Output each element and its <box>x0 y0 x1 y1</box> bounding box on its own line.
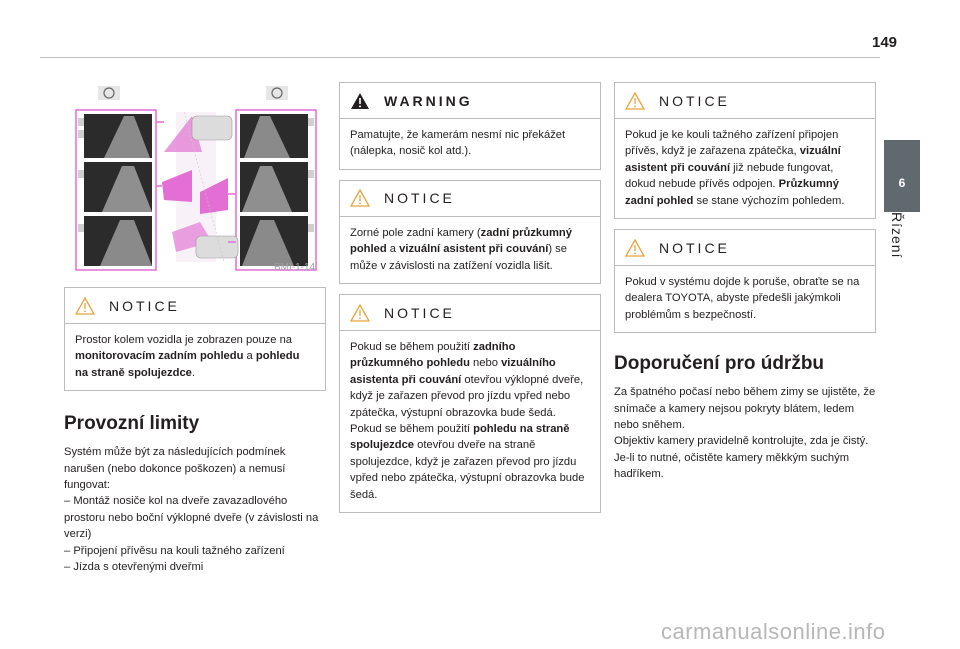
caution-triangle-icon <box>350 189 370 207</box>
warning-title: WARNING <box>384 92 473 109</box>
figure-watermark: BMI-1-14 <box>274 262 316 273</box>
footer-watermark: carmanualsonline.info <box>661 619 886 644</box>
caution-triangle-icon <box>625 239 645 257</box>
notice-box-malfunction <box>614 229 876 333</box>
notice-box-left <box>64 287 326 391</box>
notice-header <box>615 230 875 266</box>
warning-header <box>340 83 600 119</box>
notice-title: NOTICE <box>384 190 455 207</box>
notice-text: Pokud je ke kouli tažného zařízení připojen přívěs, když je zařazena zpátečka, vizuální asistent při couvání již nebude fungovat, dokud nebude přívěs odpojen. Průzkumný zadní pohled se stane výchozím pohledem. <box>625 129 845 207</box>
notice-box-camera-field <box>339 180 601 284</box>
camera-views-illustration <box>64 82 326 277</box>
notice-text: Prostor kolem vozidla je zobrazen pouze na monitorovacím zadním pohledu a pohledu na straně spolujezdce. <box>75 334 300 379</box>
camera-views-figure <box>64 82 326 277</box>
vehicle-diagram <box>162 112 238 262</box>
top-rule <box>40 57 880 58</box>
caution-triangle-icon <box>350 304 370 322</box>
operating-limits-heading: Provozní limity <box>64 413 200 435</box>
notice-header <box>340 181 600 217</box>
notice-header <box>65 288 325 324</box>
text-line: – Připojení přívěsu na kouli tažného zařízení <box>64 544 285 557</box>
notice-title: NOTICE <box>109 297 180 314</box>
column-right <box>614 82 876 483</box>
text-line: – Jízda s otevřenými dveřmi <box>64 561 204 574</box>
notice-box-grey-screen <box>339 294 601 513</box>
notice-text: Zorné pole zadní kamery (zadní průzkumný pohled a vizuální asistent při couvání) se může v závislosti na zatížení vozidla lišit. <box>350 226 572 272</box>
steering-icons <box>98 86 288 100</box>
operating-limits-text <box>64 444 326 575</box>
warning-box <box>339 82 601 170</box>
notice-title: NOTICE <box>659 239 730 256</box>
caution-triangle-icon <box>75 297 95 315</box>
notice-header <box>340 295 600 331</box>
right-screens <box>236 110 316 270</box>
warning-triangle-icon <box>350 92 370 110</box>
caution-triangle-icon <box>625 92 645 110</box>
left-screens <box>76 110 156 270</box>
page-number: 149 <box>872 34 898 51</box>
text-line: – Montáž nosiče kol na dveře zavazadlového prostoru nebo boční výklopné dveře (v závislosti na verzi) <box>64 495 319 541</box>
column-left <box>64 82 326 575</box>
chapter-tab[interactable]: 6 <box>884 140 920 212</box>
notice-header <box>615 83 875 119</box>
notice-title: NOTICE <box>659 92 730 109</box>
text-line: Objektiv kamery pravidelně kontrolujte, zda je čistý. <box>614 435 869 448</box>
notice-title: NOTICE <box>384 304 455 321</box>
text-line: Systém může být za následujících podmínek narušen (nebo dokonce poškozen) a nemusí fungovat: <box>64 446 286 492</box>
chapter-label: Řízení <box>889 212 905 259</box>
notice-box-trailer <box>614 82 876 219</box>
text-line: Je-li to nutné, očistěte kamery měkkým suchým hadříkem. <box>614 451 850 481</box>
maintenance-text <box>614 384 876 482</box>
column-middle <box>339 82 601 523</box>
maintenance-heading: Doporučení pro údržbu <box>614 353 825 375</box>
notice-text: Pokud se během použití zadního průzkumného pohledu nebo vizuálního asistenta při couvání otevřou výklopné dveře, když je zařazen převod pro jízdu vpřed nebo zpátečka, výstupní obrazovka bude šedá. Pokud se během použití pohledu na straně spolujezdce otevřou dveře na straně spolujezdce, když je zařazen převod pro jízdu vpřed nebo zpátečka, výstupní obrazovka bude šedá. <box>350 341 585 501</box>
text-line: Za špatného počasí nebo během zimy se ujistěte, že snímače a kamery nejsou pokryty blátem, ledem nebo sněhem. <box>614 386 876 432</box>
warning-text: Pamatujte, že kamerám nesmí nic překážet (nálepka, nosič kol atd.). <box>350 129 566 158</box>
notice-text: Pokud v systému dojde k poruše, obraťte se na dealera TOYOTA, abyste předešli jakýmkoli problémům s bezpečností. <box>625 276 860 321</box>
